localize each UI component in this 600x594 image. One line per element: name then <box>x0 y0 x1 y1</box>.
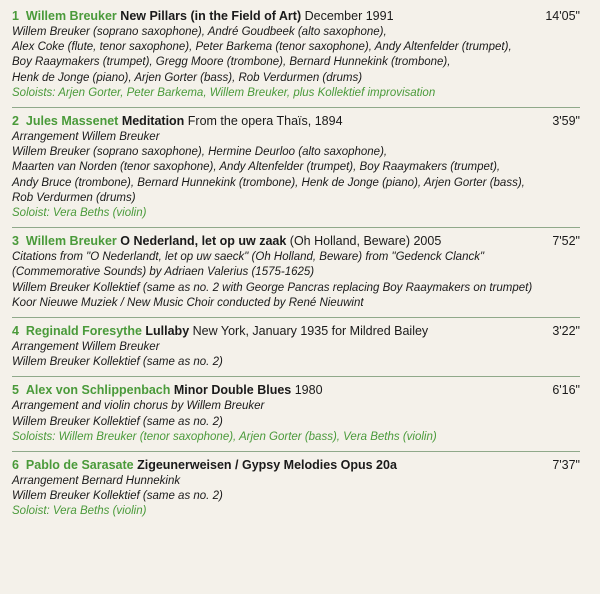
track-header <box>12 323 580 340</box>
track-header <box>12 457 580 474</box>
track-info: (Oh Holland, Beware) 2005 <box>289 234 442 249</box>
credit-line: (Commemorative Sounds) by Adriaen Valerius (1575-1625) <box>12 266 315 279</box>
credit-line: Willem Breuker Kollektief (same as no. 2) <box>12 490 223 503</box>
credit-line: Willem Breuker Kollektief (same as no. 2) <box>12 356 223 369</box>
credit-line: Andy Bruce (trombone), Bernard Hunnekink (trombone), Henk de Jonge (piano), Arjen Gorter (bass), <box>12 176 525 189</box>
track-composer: Reginald Foresythe <box>25 324 142 339</box>
track-number: 3 <box>12 234 19 249</box>
track-title: Lullaby <box>145 324 190 339</box>
track-divider <box>12 451 580 452</box>
credit-line: Citations from "O Nederlandt, let op uw saeck" (Oh Holland, Beware) from "Gedenck Clanck" <box>12 251 485 264</box>
soloist-line: Soloist: Vera Beths (violin) <box>12 505 147 518</box>
track-duration: 6'16" <box>552 383 580 398</box>
track-number: 5 <box>12 383 19 398</box>
credit-line: Arrangement Willem Breuker <box>12 341 160 354</box>
credit-line: Willem Breuker (soprano saxophone), Hermine Deurloo (alto saxophone), <box>12 146 388 159</box>
track-header <box>12 233 580 250</box>
track-divider <box>12 227 580 228</box>
soloist-line: Soloist: Vera Beths (violin) <box>12 207 147 220</box>
soloist-line: Soloists: Willem Breuker (tenor saxophone), Arjen Gorter (bass), Vera Beths (violin) <box>12 430 437 443</box>
credit-line: Willem Breuker Kollektief (same as no. 2) <box>12 415 223 428</box>
track-duration: 14'05" <box>545 9 580 23</box>
track-number: 2 <box>12 114 19 129</box>
track-divider <box>12 317 580 318</box>
track-title: Minor Double Blues <box>173 383 292 398</box>
credit-line: Arrangement Willem Breuker <box>12 131 160 144</box>
track-header <box>12 382 580 399</box>
credit-line: Maarten van Norden (tenor saxophone), Andy Altenfelder (trumpet), Boy Raaymakers (trumpet), <box>12 161 501 174</box>
track-list <box>12 8 580 520</box>
track-info: 1980 <box>294 383 323 398</box>
track-composer: Alex von Schlippenbach <box>25 383 171 398</box>
track-number: 1 <box>12 9 19 23</box>
track-divider <box>12 376 580 377</box>
track-duration: 7'37" <box>552 458 580 473</box>
track-entry <box>12 8 580 101</box>
track-entry <box>12 323 580 370</box>
track-duration: 7'52" <box>552 234 580 249</box>
credit-line: Rob Verdurmen (drums) <box>12 191 136 204</box>
credit-line: Arrangement and violin chorus by Willem Breuker <box>12 400 265 413</box>
track-info: New York, January 1935 for Mildred Bailey <box>192 324 429 339</box>
track-entry <box>12 113 580 221</box>
track-entry <box>12 457 580 520</box>
track-info: From the opera Thaïs, 1894 <box>187 114 343 129</box>
credit-line: Willem Breuker Kollektief (same as no. 2 with George Pancras replacing Boy Raaymakers on trumpet) <box>12 281 533 294</box>
track-number: 4 <box>12 324 19 339</box>
soloist-line: Soloists: Arjen Gorter, Peter Barkema, Willem Breuker, plus Kollektief improvisation <box>12 86 436 99</box>
track-title: New Pillars (in the Field of Art) <box>120 9 302 23</box>
track-divider <box>12 107 580 108</box>
credit-line: Henk de Jonge (piano), Arjen Gorter (bass), Rob Verdurmen (drums) <box>12 71 363 84</box>
track-entry <box>12 382 580 445</box>
track-header <box>12 8 580 25</box>
track-composer: Jules Massenet <box>25 114 119 129</box>
credit-line: Boy Raaymakers (trumpet), Gregg Moore (trombone), Bernard Hunnekink (trombone), <box>12 56 451 69</box>
track-duration: 3'22" <box>552 324 580 339</box>
track-composer: Pablo de Sarasate <box>25 458 134 473</box>
track-composer: Willem Breuker <box>25 234 117 249</box>
track-entry <box>12 233 580 311</box>
track-composer: Willem Breuker <box>25 9 117 23</box>
track-title: Meditation <box>121 114 185 129</box>
track-title: O Nederland, let op uw zaak <box>120 234 287 249</box>
track-info: December 1991 <box>304 9 394 23</box>
credit-line: Koor Nieuwe Muziek / New Music Choir conducted by René Nieuwint <box>12 296 364 309</box>
credit-line: Arrangement Bernard Hunnekink <box>12 475 181 488</box>
track-number: 6 <box>12 458 19 473</box>
track-duration: 3'59" <box>552 114 580 129</box>
track-header <box>12 113 580 130</box>
credit-line: Alex Coke (flute, tenor saxophone), Peter Barkema (tenor saxophone), Andy Altenfelder (trumpet), <box>12 41 512 54</box>
credit-line: Willem Breuker (soprano saxophone), André Goudbeek (alto saxophone), <box>12 26 387 38</box>
track-title: Zigeunerweisen / Gypsy Melodies Opus 20a <box>137 458 397 473</box>
